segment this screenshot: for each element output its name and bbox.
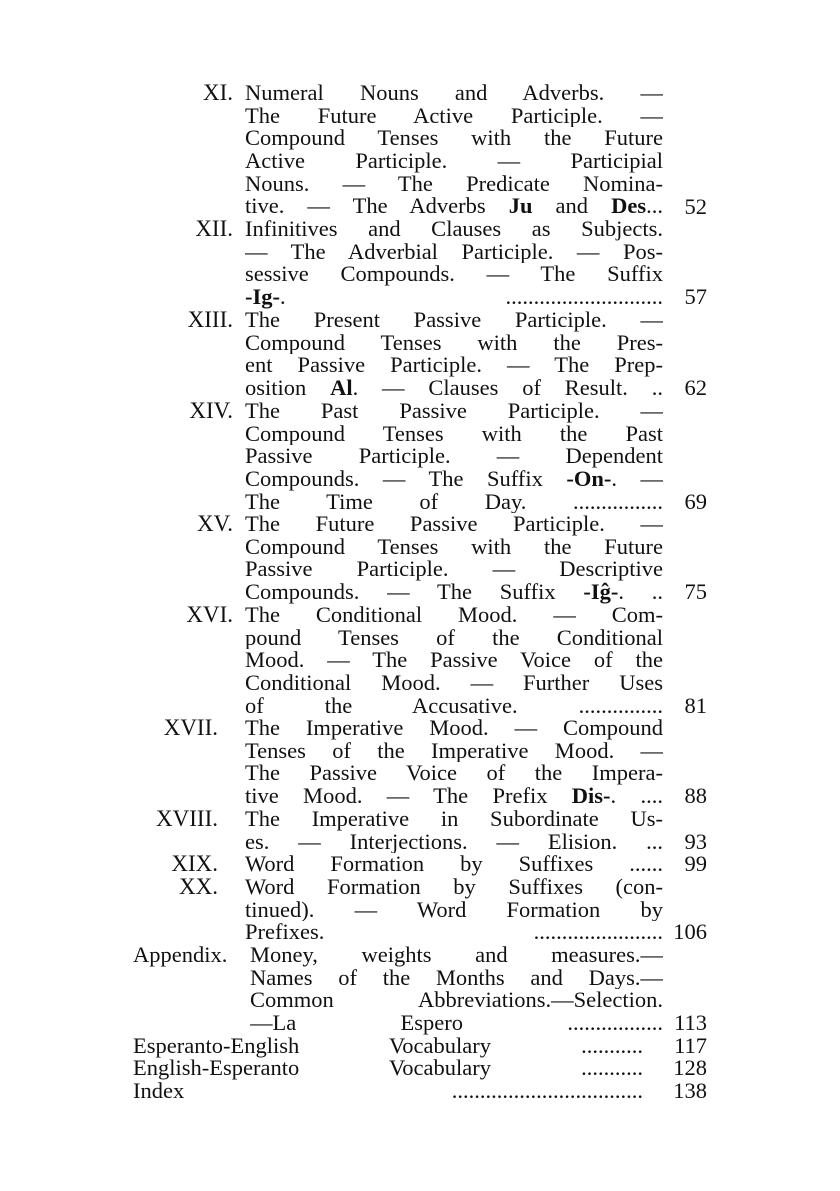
page-number: 52	[684, 193, 707, 219]
chapter-title	[245, 513, 663, 604]
title-line: — The Adverbial Participle. — Pos-	[245, 240, 663, 264]
title-line: The Past Passive Participle. —	[245, 400, 663, 423]
title-line: Passive Participle. — Dependent	[245, 445, 663, 469]
title-line: Compound Tenses with the Future	[245, 535, 663, 559]
title-line: Prefixes. .......................	[245, 921, 663, 945]
title-line: Compound Tenses with the Past	[245, 422, 663, 446]
chapter-number: XVII.	[163, 715, 218, 740]
chapter-title	[245, 808, 663, 853]
title-line: Passive Participle. — Descriptive	[245, 558, 663, 582]
chapter-title	[245, 853, 663, 876]
page-number: 106	[673, 919, 707, 945]
title-line: -Ig-. ............................	[245, 286, 663, 309]
entry-title	[133, 1080, 643, 1103]
title-line: tinued). — Word Formation by	[245, 898, 663, 922]
page-number: 99	[684, 851, 707, 876]
title-line: Nouns. — The Predicate Nomina-	[245, 172, 663, 196]
title-line: The Time of Day. ................	[245, 490, 663, 514]
page-number: 138	[673, 1078, 707, 1103]
title-line: The Imperative in Subordinate Us-	[245, 808, 663, 831]
title-line: Names of the Months and Days.—	[250, 966, 663, 990]
page-number: 69	[684, 488, 707, 514]
chapter-number: XV.	[196, 511, 233, 536]
chapter-title	[245, 82, 663, 218]
title-line: The Future Passive Participle. —	[245, 513, 663, 536]
title-line: pound Tenses of the Conditional	[245, 626, 663, 650]
title-line: tive Mood. — The Prefix Dis-. ....	[245, 785, 663, 808]
title-line: The Present Passive Participle. —	[245, 309, 663, 332]
page-number: 81	[684, 692, 707, 718]
title-line: Compound Tenses with the Pres-	[245, 331, 663, 355]
title-line: The Future Active Participle. —	[245, 104, 663, 128]
title-line: of the Accusative. ...............	[245, 694, 663, 718]
title-line: es. — Interjections. — Elision. ...	[245, 830, 663, 854]
title-line: Compounds. — The Suffix -Iĝ-. ..	[245, 581, 663, 604]
chapter-number: XIII.	[187, 307, 233, 332]
page-number: 88	[684, 783, 707, 809]
chapter-number: XIV.	[189, 398, 233, 423]
chapter-title	[245, 309, 663, 400]
page-number: 62	[684, 375, 707, 401]
chapter-title	[245, 717, 663, 808]
title-line: Word Formation by Suffixes (con-	[245, 876, 663, 899]
chapter-number: XI.	[202, 80, 233, 105]
title-line: Esperanto-English Vocabulary ...........	[133, 1035, 643, 1058]
page-number: 113	[674, 1010, 707, 1036]
title-line: The Imperative Mood. — Compound	[245, 717, 663, 740]
chapter-number: XVIII.	[156, 806, 218, 831]
title-line: Word Formation by Suffixes ......	[245, 853, 663, 876]
chapter-number: XII.	[195, 216, 233, 241]
chapter-number: XIX.	[171, 851, 218, 876]
chapter-number: XVI.	[186, 602, 233, 627]
title-line: Compound Tenses with the Future	[245, 127, 663, 151]
title-line: The Conditional Mood. — Com-	[245, 604, 663, 627]
page-number: 93	[684, 828, 707, 854]
title-line: sessive Compounds. — The Suffix	[245, 263, 663, 287]
title-line: osition Al. — Clauses of Result. ..	[245, 377, 663, 400]
chapter-title	[245, 218, 663, 309]
page-number: 57	[684, 284, 707, 310]
chapter-title	[245, 604, 663, 717]
page-number: 75	[684, 579, 707, 605]
title-line: Mood. — The Passive Voice of the	[245, 649, 663, 673]
title-line: Infinitives and Clauses as Subjects.	[245, 218, 663, 241]
page-number: 117	[674, 1033, 707, 1058]
title-line: —La Espero .................	[250, 1012, 663, 1035]
title-line: Active Participle. — Participial	[245, 150, 663, 173]
title-line: The Passive Voice of the Impera-	[245, 762, 663, 786]
title-line: Tenses of the Imperative Mood. —	[245, 739, 663, 763]
entry-title	[133, 1057, 643, 1080]
chapter-title	[245, 400, 663, 513]
title-line: ent Passive Participle. — The Prep-	[245, 354, 663, 378]
title-line: English-Esperanto Vocabulary ...........	[133, 1057, 643, 1080]
appendix-label: Appendix.	[133, 942, 228, 967]
title-line: Compounds. — The Suffix -On-. —	[245, 468, 663, 491]
title-line: Common Abbreviations.—Selection.	[250, 989, 663, 1013]
chapter-title	[245, 876, 663, 944]
title-line: Numeral Nouns and Adverbs. —	[245, 82, 663, 105]
title-line: tive. — The Adverbs Ju and Des...	[245, 195, 663, 219]
title-line: Money, weights and measures.—	[250, 944, 663, 967]
entry-title	[133, 1035, 643, 1058]
title-line: Index ..................................	[133, 1080, 643, 1103]
chapter-number: XX.	[179, 874, 218, 899]
appendix-title	[250, 944, 663, 1035]
page-number: 128	[673, 1055, 707, 1080]
title-line: Conditional Mood. — Further Uses	[245, 672, 663, 695]
